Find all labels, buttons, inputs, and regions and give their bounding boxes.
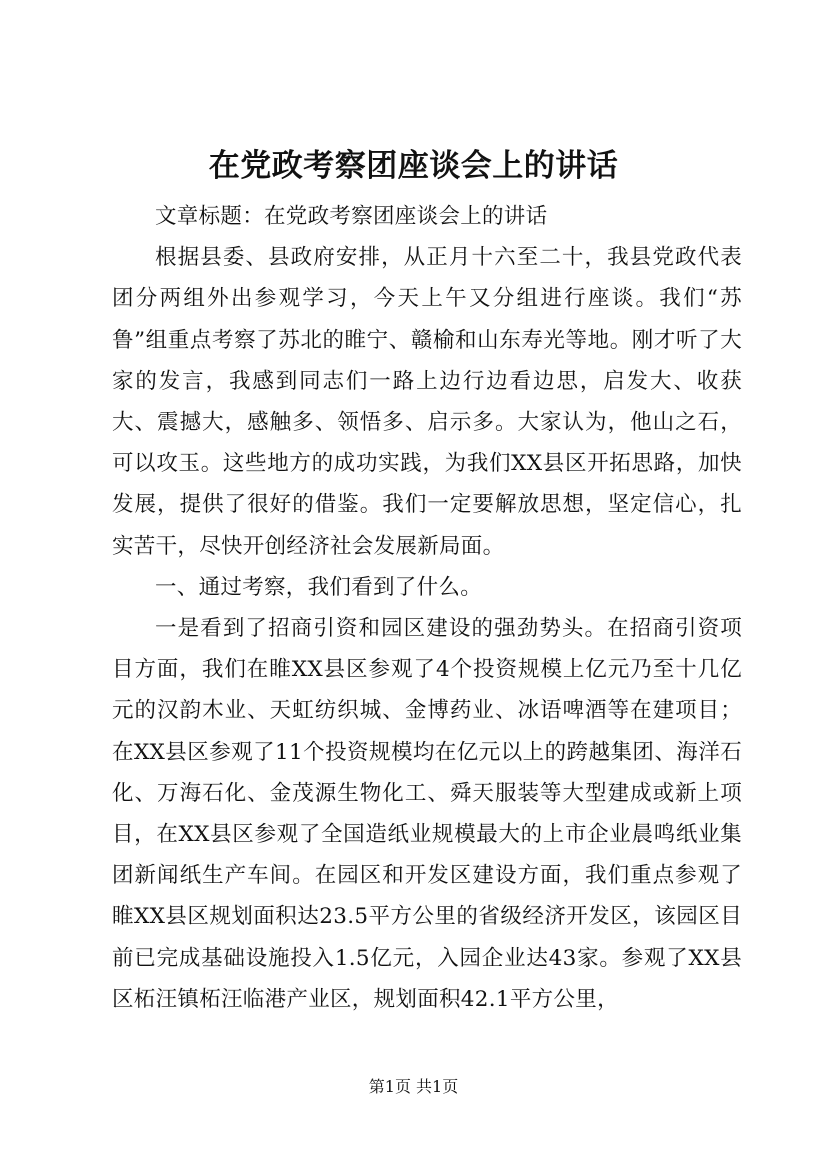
body-paragraph: 一是看到了招商引资和园区建设的强劲势头。在招商引资项目方面，我们在睢XX县区参观了4个投资规模上亿元乃至十几亿元的汉韵木业、天虹纺织城、金博药业、冰语啤酒等在建项目；在XX县区参观了11个投资规模均在亿元以上的跨越集团、海洋石化、万海石化、金茂源生物化工、舜天服装等大型建成或新上项目，在XX县区参观了全国造纸业规模最大的上市企业晨鸣纸业集团新闻纸生产车间。在园区和开发区建设方面，我们重点参观了睢XX县区规划面积达23.5平方公里的省级经济开发区，该园区目前已完成基础设施投入1.5亿元，入园企业达43家。参观了XX县区柘汪镇柘汪临港产业区，规划面积42.1平方公里， xyxy=(112,616,742,1012)
document-body xyxy=(112,196,742,1020)
page-footer: 第1页 共1页 xyxy=(368,1077,459,1096)
section-heading: 一、通过考察，我们看到了什么。 xyxy=(155,574,483,600)
document-title: 在党政考察团座谈会上的讲话 xyxy=(208,148,619,184)
intro-paragraph: 根据县委、县政府安排，从正月十六至二十，我县党政代表团分两组外出参观学习，今天上午又分组进行座谈。我们“苏鲁”组重点考察了苏北的睢宁、赣榆和山东寿光等地。刚才听了大家的发言，我感到同志们一路上边行边看边思，启发大、收获大、震撼大，感触多、领悟多、启示多。大家认为，他山之石，可以攻玉。这些地方的成功实践，为我们XX县区开拓思路，加快发展，提供了很好的借鉴。我们一定要解放思想，坚定信心，扎实苦干，尽快开创经济社会发展新局面。 xyxy=(112,245,742,559)
article-title-line: 文章标题：在党政考察团座谈会上的讲话 xyxy=(155,204,548,229)
